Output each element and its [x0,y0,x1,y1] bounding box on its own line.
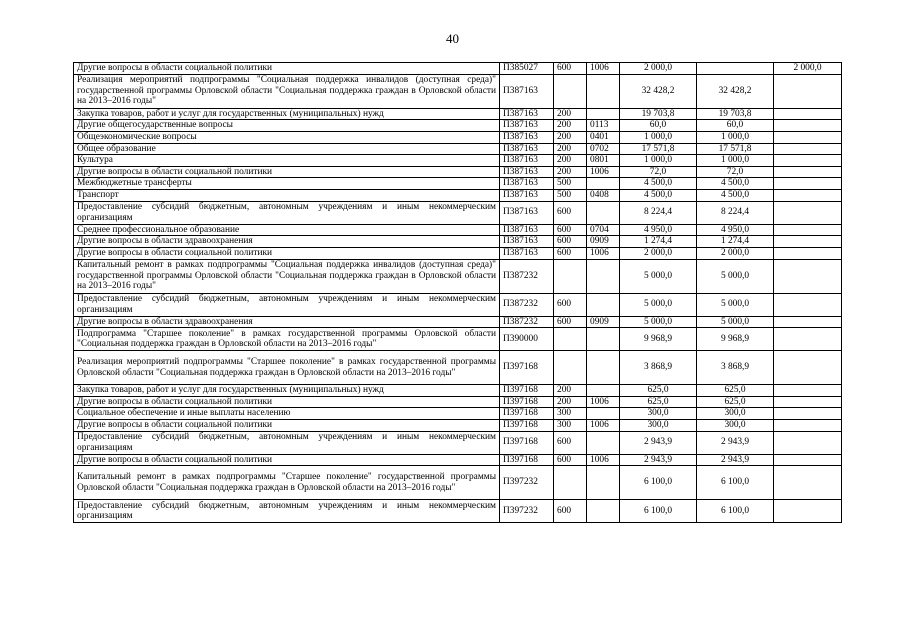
row-amount-regional: 72,0 [697,166,774,178]
row-expense-type [554,74,587,108]
row-expense-type: 300 [554,408,587,420]
row-amount-federal [774,143,842,155]
row-amount-federal [774,500,842,523]
row-amount-federal [774,108,842,120]
row-name: Межбюджетные трансферты [74,178,500,190]
row-amount-regional: 5 000,0 [697,316,774,328]
row-name: Другие вопросы в области социальной политики [74,454,500,466]
row-amount-total: 625,0 [620,396,697,408]
row-section [587,431,620,454]
row-amount-regional: 4 950,0 [697,224,774,236]
row-amount-regional: 625,0 [697,396,774,408]
table-row [74,293,842,316]
row-amount-federal [774,454,842,466]
row-section [587,259,620,293]
row-amount-total: 1 274,4 [620,236,697,248]
row-amount-regional: 2 000,0 [697,247,774,259]
table-row [74,166,842,178]
row-name: Другие вопросы в области социальной политики [74,247,500,259]
row-amount-regional: 4 500,0 [697,190,774,202]
row-expense-type: 600 [554,316,587,328]
row-amount-regional: 2 943,9 [697,454,774,466]
row-expense-type [554,466,587,500]
table-row [74,408,842,420]
table-row [74,259,842,293]
budget-table [73,62,842,523]
table-row [74,328,842,351]
row-amount-regional: 300,0 [697,420,774,432]
table-row [74,74,842,108]
table-row [74,420,842,432]
row-name: Предоставление субсидий бюджетным, автономным учреждениям и иным некоммерческим организациям [74,431,500,454]
row-code: П387163 [500,166,554,178]
row-section: 0801 [587,155,620,167]
row-code: П387163 [500,108,554,120]
row-name: Транспорт [74,190,500,202]
table-row [74,131,842,143]
row-amount-total: 625,0 [620,385,697,397]
row-code: П397168 [500,408,554,420]
row-name: Другие общегосударственные вопросы [74,120,500,132]
table-row [74,63,842,75]
row-expense-type: 200 [554,108,587,120]
row-name: Другие вопросы в области социальной политики [74,396,500,408]
row-section [587,351,620,385]
row-code: П397168 [500,431,554,454]
row-expense-type: 200 [554,131,587,143]
row-amount-total: 6 100,0 [620,466,697,500]
row-code: П387163 [500,236,554,248]
table-row [74,201,842,224]
row-code: П385027 [500,63,554,75]
table-row [74,431,842,454]
row-expense-type [554,259,587,293]
row-amount-regional: 2 943,9 [697,431,774,454]
row-name: Предоставление субсидий бюджетным, автономным учреждениям и иным некоммерческим организациям [74,293,500,316]
row-expense-type [554,328,587,351]
table-row [74,316,842,328]
row-name: Реализация мероприятий подпрограммы "Старшее поколение" в рамках государственной программы Орловской области "Социальная поддержка граждан в Орловской области на 2013–2016 годы" [74,351,500,385]
row-section [587,178,620,190]
row-section [587,408,620,420]
row-amount-federal [774,408,842,420]
row-amount-total: 17 571,8 [620,143,697,155]
row-amount-federal [774,190,842,202]
row-section: 0113 [587,120,620,132]
row-amount-total: 300,0 [620,408,697,420]
row-name: Социальное обеспечение и иные выплаты населению [74,408,500,420]
row-section: 1006 [587,63,620,75]
row-name: Предоставление субсидий бюджетным, автономным учреждениям и иным некоммерческим организациям [74,201,500,224]
row-amount-regional: 5 000,0 [697,293,774,316]
row-amount-federal [774,120,842,132]
row-amount-regional: 17 571,8 [697,143,774,155]
row-code: П387163 [500,224,554,236]
row-amount-total: 2 943,9 [620,431,697,454]
row-expense-type: 200 [554,155,587,167]
table-body [74,63,842,523]
row-amount-regional: 60,0 [697,120,774,132]
row-code: П397168 [500,385,554,397]
table-row [74,143,842,155]
row-expense-type: 200 [554,166,587,178]
row-name: Другие вопросы в области социальной политики [74,420,500,432]
row-code: П397168 [500,420,554,432]
row-amount-federal [774,74,842,108]
row-expense-type: 500 [554,178,587,190]
row-expense-type: 600 [554,236,587,248]
table-row [74,236,842,248]
row-section [587,466,620,500]
row-section: 0909 [587,236,620,248]
row-expense-type: 600 [554,63,587,75]
row-code: П387232 [500,293,554,316]
row-amount-total: 5 000,0 [620,293,697,316]
table-row [74,190,842,202]
row-code: П387163 [500,190,554,202]
row-section [587,293,620,316]
row-name: Среднее профессиональное образование [74,224,500,236]
row-code: П387163 [500,201,554,224]
row-section: 0909 [587,316,620,328]
row-amount-federal [774,396,842,408]
table-row [74,120,842,132]
row-amount-total: 5 000,0 [620,316,697,328]
row-amount-regional [697,63,774,75]
row-name: Культура [74,155,500,167]
row-amount-regional: 3 868,9 [697,351,774,385]
row-code: П397232 [500,466,554,500]
row-amount-total: 300,0 [620,420,697,432]
row-amount-regional: 6 100,0 [697,500,774,523]
table-row [74,247,842,259]
row-amount-federal [774,351,842,385]
row-amount-total: 5 000,0 [620,259,697,293]
row-amount-total: 19 703,8 [620,108,697,120]
row-amount-federal [774,316,842,328]
row-name: Предоставление субсидий бюджетным, автономным учреждениям и иным некоммерческим организациям [74,500,500,523]
row-expense-type: 200 [554,120,587,132]
row-amount-regional: 9 968,9 [697,328,774,351]
row-section [587,385,620,397]
row-section [587,328,620,351]
row-amount-federal [774,201,842,224]
row-code: П387163 [500,120,554,132]
row-amount-federal [774,431,842,454]
row-amount-federal [774,293,842,316]
row-amount-total: 32 428,2 [620,74,697,108]
row-amount-federal [774,385,842,397]
row-amount-regional: 19 703,8 [697,108,774,120]
row-section [587,74,620,108]
row-amount-federal [774,466,842,500]
row-code: П397232 [500,500,554,523]
row-code: П387163 [500,155,554,167]
row-section [587,201,620,224]
table-row [74,155,842,167]
table-row [74,454,842,466]
row-amount-total: 9 968,9 [620,328,697,351]
row-expense-type: 600 [554,293,587,316]
table-row [74,466,842,500]
row-name: Закупка товаров, работ и услуг для государственных (муниципальных) нужд [74,108,500,120]
row-amount-federal [774,236,842,248]
row-name: Общеэкономические вопросы [74,131,500,143]
row-section [587,500,620,523]
row-name: Капитальный ремонт в рамках подпрограммы "Социальная поддержка инвалидов (доступная среда)" государственной программы Орловской области "Социальная поддержка граждан в Орловской области на 2013–2016 годы" [74,259,500,293]
row-section: 0702 [587,143,620,155]
table-row [74,385,842,397]
row-amount-total: 1 000,0 [620,155,697,167]
row-amount-total: 2 000,0 [620,63,697,75]
row-amount-federal [774,166,842,178]
row-name: Общее образование [74,143,500,155]
row-name: Закупка товаров, работ и услуг для государственных (муниципальных) нужд [74,385,500,397]
table-row [74,178,842,190]
row-section: 1006 [587,454,620,466]
row-name: Другие вопросы в области здравоохранения [74,316,500,328]
row-code: П397168 [500,454,554,466]
row-section: 0408 [587,190,620,202]
row-name: Другие вопросы в области социальной политики [74,166,500,178]
table-row [74,396,842,408]
row-amount-total: 8 224,4 [620,201,697,224]
row-amount-total: 72,0 [620,166,697,178]
row-amount-regional: 625,0 [697,385,774,397]
row-amount-total: 6 100,0 [620,500,697,523]
row-amount-federal: 2 000,0 [774,63,842,75]
row-code: П387163 [500,247,554,259]
row-amount-federal [774,247,842,259]
row-expense-type: 600 [554,454,587,466]
row-amount-total: 2 000,0 [620,247,697,259]
table-row [74,224,842,236]
row-amount-regional: 5 000,0 [697,259,774,293]
row-code: П387232 [500,316,554,328]
table-row [74,351,842,385]
row-expense-type: 600 [554,431,587,454]
row-amount-regional: 32 428,2 [697,74,774,108]
row-code: П387163 [500,143,554,155]
row-code: П397168 [500,396,554,408]
row-amount-total: 4 500,0 [620,190,697,202]
row-section: 1006 [587,247,620,259]
row-amount-regional: 6 100,0 [697,466,774,500]
row-expense-type: 300 [554,420,587,432]
row-name: Подпрограмма "Старшее поколение" в рамках государственной программы Орловской области "Социальная поддержка граждан в Орловской области на 2013–2016 годы" [74,328,500,351]
row-section: 1006 [587,420,620,432]
row-code: П397168 [500,351,554,385]
row-amount-total: 1 000,0 [620,131,697,143]
row-amount-regional: 1 000,0 [697,155,774,167]
row-amount-federal [774,155,842,167]
row-expense-type [554,351,587,385]
row-section: 1006 [587,166,620,178]
row-amount-regional: 1 274,4 [697,236,774,248]
row-code: П387163 [500,178,554,190]
row-amount-total: 60,0 [620,120,697,132]
row-code: П387232 [500,259,554,293]
row-code: П387163 [500,131,554,143]
table-row [74,500,842,523]
row-expense-type: 200 [554,396,587,408]
row-amount-federal [774,259,842,293]
row-expense-type: 200 [554,385,587,397]
table-row [74,108,842,120]
row-amount-total: 4 950,0 [620,224,697,236]
row-code: П390000 [500,328,554,351]
row-expense-type: 600 [554,500,587,523]
row-expense-type: 200 [554,143,587,155]
row-amount-federal [774,420,842,432]
row-amount-federal [774,178,842,190]
row-name: Другие вопросы в области здравоохранения [74,236,500,248]
row-amount-total: 4 500,0 [620,178,697,190]
row-name: Капитальный ремонт в рамках подпрограммы "Старшее поколение" государственной программы Орловской области "Социальная поддержка граждан в Орловской области на 2013–2016 годы" [74,466,500,500]
row-amount-total: 3 868,9 [620,351,697,385]
row-amount-regional: 4 500,0 [697,178,774,190]
row-expense-type: 600 [554,224,587,236]
row-name: Реализация мероприятий подпрограммы "Социальная поддержка инвалидов (доступная среда)" государственной программы Орловской области "Социальная поддержка граждан в Орловской области на 2013–2016 годы" [74,74,500,108]
row-amount-regional: 300,0 [697,408,774,420]
row-section: 1006 [587,396,620,408]
row-name: Другие вопросы в области социальной политики [74,63,500,75]
row-amount-federal [774,328,842,351]
row-section [587,108,620,120]
row-expense-type: 600 [554,247,587,259]
row-amount-total: 2 943,9 [620,454,697,466]
row-section: 0401 [587,131,620,143]
page-number: 40 [446,31,459,46]
row-amount-federal [774,224,842,236]
row-amount-federal [774,131,842,143]
row-section: 0704 [587,224,620,236]
row-code: П387163 [500,74,554,108]
row-amount-regional: 1 000,0 [697,131,774,143]
row-expense-type: 600 [554,201,587,224]
row-amount-regional: 8 224,4 [697,201,774,224]
row-expense-type: 500 [554,190,587,202]
